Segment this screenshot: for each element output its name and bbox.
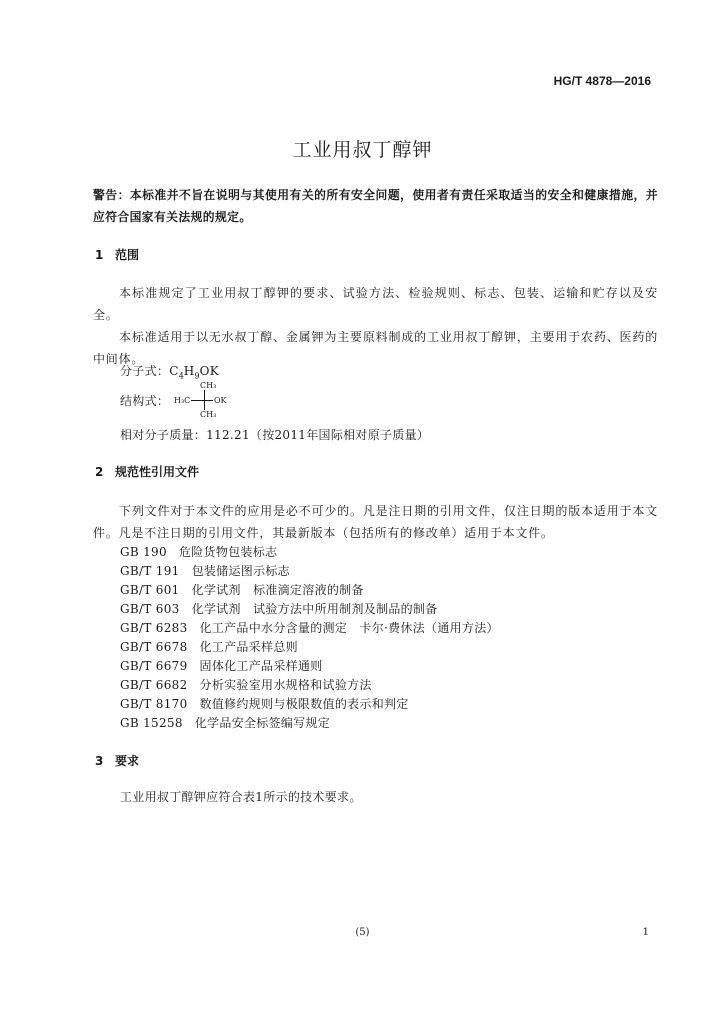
molecular-formula xyxy=(120,362,219,380)
scope-paragraph-2: 本标准适用于以无水叔丁醇、金属钾为主要原料制成的工业用叔丁醇钾，主要用于农药、医药的中间体。 xyxy=(93,330,658,366)
references-intro: 下列文件对于本文件的应用是必不可少的。凡是注日期的引用文件，仅注日期的版本适用于本文件。凡是不注日期的引用文件，其最新版本（包括所有的修改单）适用于本文件。 xyxy=(93,504,658,540)
formula-h: H xyxy=(183,364,195,378)
section-number: 1 xyxy=(95,248,104,262)
reference-code: GB/T 8170 xyxy=(120,697,188,711)
reference-title: 危险货物包装标志 xyxy=(178,545,278,559)
structure-vertical-bond xyxy=(204,390,205,410)
structure-top-group: CH₃ xyxy=(200,381,217,390)
reference-item xyxy=(120,581,364,598)
molecular-mass: 相对分子质量：112.21（按2011年国际相对原子质量） xyxy=(120,428,430,442)
standard-number: HG/T 4878—2016 xyxy=(553,74,651,88)
reference-code: GB 15258 xyxy=(120,716,183,730)
section-1-heading xyxy=(95,246,139,263)
reference-code: GB 190 xyxy=(120,545,167,559)
reference-title: 化工产品采样总则 xyxy=(199,640,298,654)
section-title: 范围 xyxy=(115,248,140,262)
reference-title: 化学试剂 标准滴定溶液的制备 xyxy=(191,583,364,597)
document-title: 工业用叔丁醇钾 xyxy=(292,139,433,161)
reference-title: 化学试剂 试验方法中所用制剂及制品的制备 xyxy=(191,602,438,616)
reference-code: GB/T 601 xyxy=(120,583,180,597)
structure-right-group: OK xyxy=(214,396,227,405)
section-3-heading xyxy=(95,752,139,769)
reference-code: GB/T 191 xyxy=(120,564,180,578)
reference-title: 化工产品中水分含量的测定 卡尔·费休法（通用方法） xyxy=(199,621,499,635)
formula-ok: OK xyxy=(199,364,220,378)
scope-paragraph-1: 本标准规定了工业用叔丁醇钾的要求、试验方法、检验规则、标志、包装、运输和贮存以及安全。 xyxy=(93,286,658,322)
section-title: 规范性引用文件 xyxy=(115,465,200,479)
structure-horizontal-bond xyxy=(191,400,213,401)
reference-title: 包装储运图示标志 xyxy=(191,564,290,578)
formula-h-sub: 9 xyxy=(194,371,200,381)
reference-title: 固体化工产品采样通则 xyxy=(199,659,323,673)
reference-item xyxy=(120,638,298,655)
reference-item xyxy=(120,543,277,560)
reference-item xyxy=(120,695,409,712)
formula-c-sub: 4 xyxy=(178,371,184,381)
reference-code: GB/T 6679 xyxy=(120,659,188,673)
page-number: 1 xyxy=(642,927,649,938)
warning-paragraph: 警告：本标准并不旨在说明与其使用有关的所有安全问题，使用者有责任采取适当的安全和健康措施，并应符合国家有关法规的规定。 xyxy=(93,188,658,224)
reference-title: 化学品安全标签编写规定 xyxy=(194,716,331,730)
reference-item xyxy=(120,676,372,693)
requirements-paragraph: 工业用叔丁醇钾应符合表1所示的技术要求。 xyxy=(120,790,362,804)
reference-item xyxy=(120,619,499,636)
reference-item xyxy=(120,600,438,617)
reference-item xyxy=(120,657,323,674)
formula-c: C xyxy=(169,364,179,378)
reference-code: GB/T 6678 xyxy=(120,640,188,654)
section-number: 3 xyxy=(95,754,104,768)
reference-code: GB/T 6682 xyxy=(120,678,188,692)
structure-label: 结构式： xyxy=(120,394,170,408)
structure-bottom-group: CH₃ xyxy=(200,410,217,419)
reference-title: 数值修约规则与极限数值的表示和判定 xyxy=(199,697,409,711)
reference-item xyxy=(120,714,330,731)
footer-center-mark: (5) xyxy=(355,927,370,938)
section-title: 要求 xyxy=(115,754,140,768)
reference-title: 分析实验室用水规格和试验方法 xyxy=(199,678,372,692)
reference-item xyxy=(120,562,290,579)
reference-code: GB/T 603 xyxy=(120,602,180,616)
formula-label: 分子式： xyxy=(120,364,170,378)
structure-left-group: H₃C xyxy=(174,396,191,405)
section-2-heading xyxy=(95,463,199,480)
reference-code: GB/T 6283 xyxy=(120,621,188,635)
section-number: 2 xyxy=(95,465,104,479)
